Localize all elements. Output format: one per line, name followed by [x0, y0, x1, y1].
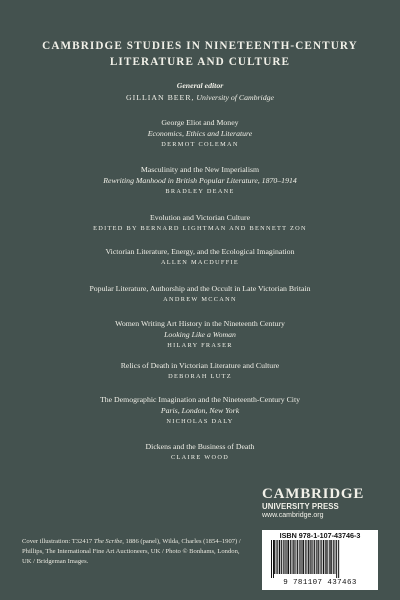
- barcode-bars: [271, 540, 369, 578]
- book-author: ANDREW MCCANN: [163, 296, 237, 303]
- book-subtitle: Looking Like a Woman: [164, 330, 236, 339]
- credit-work-title: The Scribe: [93, 538, 123, 545]
- book-author: EDITED BY BERNARD LIGHTMAN AND BENNETT ZON: [93, 225, 307, 232]
- barcode-digits: 9 781107 437463: [283, 579, 357, 587]
- book-entry: [0, 360, 400, 382]
- publisher-name: CAMBRIDGE: [262, 486, 365, 502]
- publisher-website: www.cambridge.org: [262, 512, 324, 519]
- series-title-line-2: LITERATURE AND CULTURE: [109, 56, 291, 68]
- general-editor-block: [0, 80, 400, 104]
- book-author: DEBORAH LUTZ: [168, 373, 232, 380]
- book-title: Women Writing Art History in the Nineteenth Century: [115, 319, 285, 328]
- book-title: George Eliot and Money: [161, 118, 239, 127]
- book-author: DERMOT COLEMAN: [161, 141, 239, 148]
- isbn-label: ISBN 978-1-107-43746-3: [279, 531, 361, 540]
- series-title: [0, 38, 400, 70]
- book-title: Popular Literature, Authorship and the Occult in Late Victorian Britain: [89, 284, 311, 293]
- book-author: BRADLEY DEANE: [165, 188, 235, 195]
- editor-name: GILLIAN BEER,: [126, 93, 195, 102]
- book-subtitle: Paris, London, New York: [160, 406, 240, 415]
- book-title: Relics of Death in Victorian Literature and Culture: [120, 361, 280, 370]
- book-title: Victorian Literature, Energy, and the Ecological Imagination: [105, 247, 295, 256]
- book-entry: [0, 246, 400, 268]
- isbn-barcode: [262, 530, 378, 590]
- book-entry: [0, 441, 400, 463]
- book-entry: [0, 318, 400, 351]
- book-author: NICHOLAS DALY: [166, 418, 234, 425]
- book-author: CLAIRE WOOD: [170, 454, 230, 461]
- publisher-subname: UNIVERSITY PRESS: [262, 502, 339, 511]
- book-title: The Demographic Imagination and the Nineteenth-Century City: [99, 395, 301, 404]
- book-title: Evolution and Victorian Culture: [149, 213, 251, 222]
- book-author: ALLEN MACDUFFIE: [160, 259, 240, 266]
- book-entry: [0, 394, 400, 427]
- book-entry: [0, 164, 400, 197]
- book-subtitle: Rewriting Manhood in British Popular Literature, 1870–1914: [103, 176, 297, 185]
- editor-affiliation: University of Cambridge: [196, 93, 274, 102]
- editor-role: General editor: [176, 81, 224, 90]
- publisher-block: [262, 487, 364, 520]
- credit-prefix: Cover illustration: T32417: [22, 538, 94, 545]
- book-author: HILARY FRASER: [167, 342, 233, 349]
- cover-illustration-credit: [22, 537, 247, 567]
- book-entry: [0, 212, 400, 234]
- series-title-line-1: CAMBRIDGE STUDIES IN NINETEENTH-CENTURY: [42, 40, 358, 52]
- book-entry: [0, 117, 400, 150]
- book-title: Masculinity and the New Imperialism: [140, 165, 260, 174]
- book-entry: [0, 283, 400, 305]
- book-title: Dickens and the Business of Death: [145, 442, 255, 451]
- credit-details: , 1886 (panel), Wilda, Charles (1854–1907) / Phillips, The International Fine Art Auctioneers, UK / Photo © Bonhams, London, UK / Bridgeman Images.: [22, 538, 241, 565]
- book-subtitle: Economics, Ethics and Literature: [147, 129, 253, 138]
